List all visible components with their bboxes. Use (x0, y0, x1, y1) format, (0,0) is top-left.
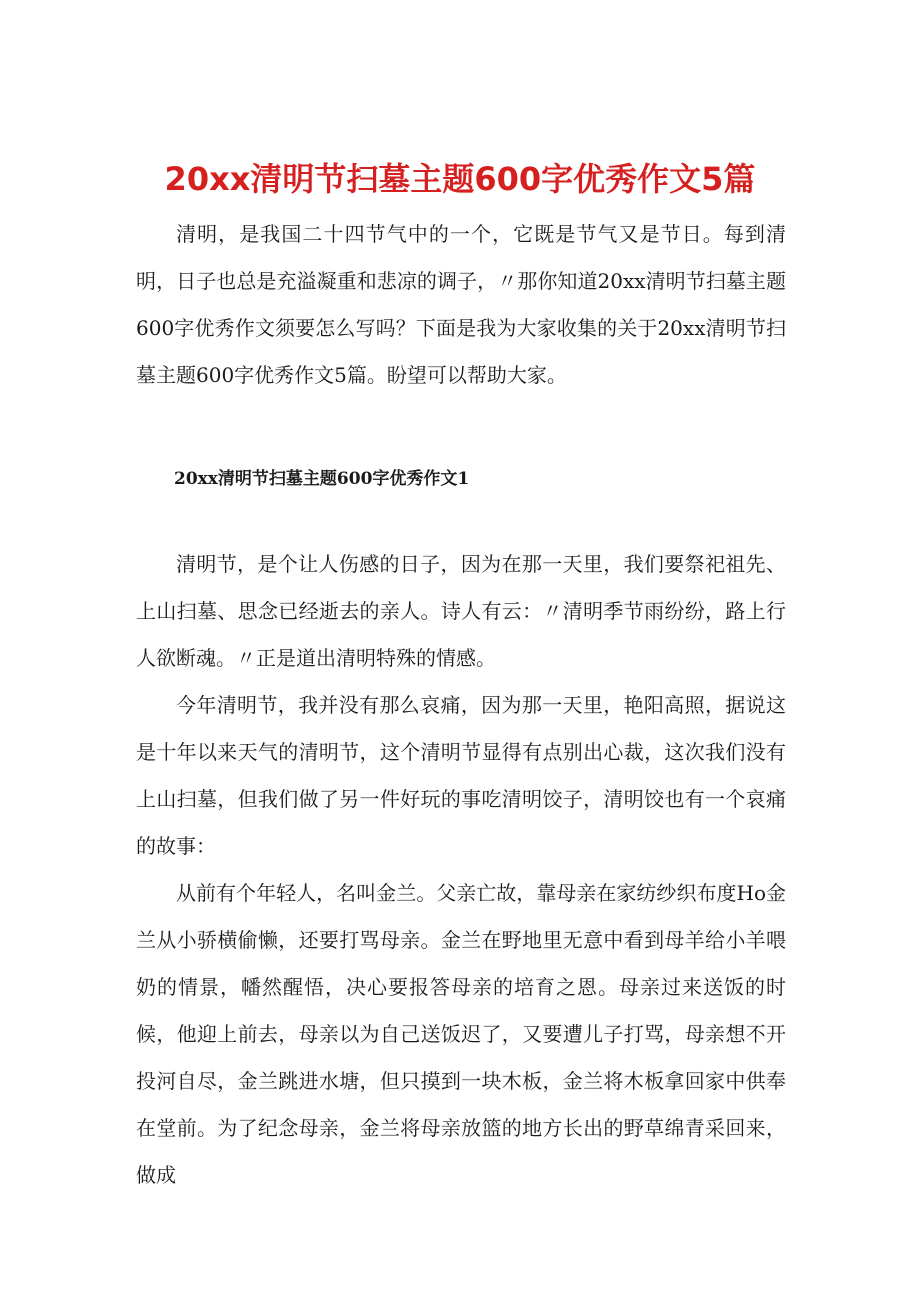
essay-paragraph-2: 今年清明节，我并没有那么哀痛，因为那一天里，艳阳高照，据说这是十年以来天气的清明节，这个清明节显得有点别出心裁，这次我们没有上山扫墓，但我们做了另一件好玩的事吃清明饺子，清明饺也有一个哀痛的故事： (136, 693, 786, 858)
document-title: 20xx清明节扫墓主题600字优秀作文5篇 (164, 160, 756, 199)
intro-paragraph: 清明，是我国二十四节气中的一个，它既是节气又是节日。每到清明，日子也总是充溢凝重和悲凉的调子，〃那你知道20xx清明节扫墓主题600字优秀作文须要怎么写吗？下面是我为大家收集的关于20xx清明节扫墓主题600字优秀作文5篇。盼望可以帮助大家。 (136, 222, 786, 387)
section-heading: 20xx清明节扫墓主题600字优秀作文1 (174, 469, 470, 489)
essay-paragraph-3: 从前有个年轻人，名叫金兰。父亲亡故，靠母亲在家纺纱织布度Ho金兰从小骄横偷懒，还要打骂母亲。金兰在野地里无意中看到母羊给小羊喂奶的情景，幡然醒悟，决心要报答母亲的培育之恩。母亲过来送饭的时候，他迎上前去，母亲以为自己送饭迟了，又要遭儿子打骂，母亲想不开投河自尽，金兰跳进水塘，但只摸到一块木板，金兰将木板拿回家中供奉在堂前。为了纪念母亲，金兰将母亲放篮的地方长出的野草绵青采回来，做成 (136, 881, 786, 1187)
essay-body (136, 541, 786, 1199)
essay-paragraph-1: 清明节，是个让人伤感的日子，因为在那一天里，我们要祭祀祖先、上山扫墓、思念已经逝去的亲人。诗人有云：〃清明季节雨纷纷，路上行人欲断魂。〃正是道出清明特殊的情感。 (136, 552, 786, 670)
